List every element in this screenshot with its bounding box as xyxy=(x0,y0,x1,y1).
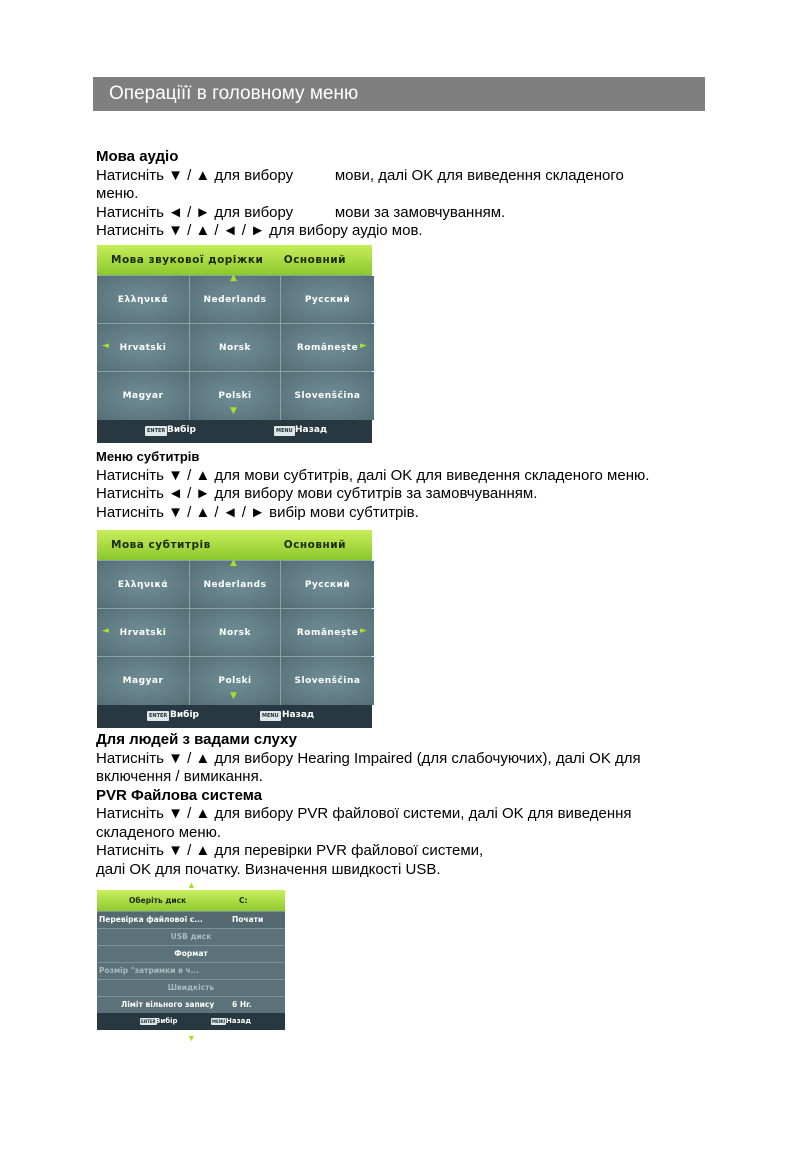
subtitle-menu-title: Мова субтитрів xyxy=(111,539,211,551)
subtitle-language-option[interactable]: Slovenščina xyxy=(281,657,374,705)
audio-heading: Мова аудіо xyxy=(96,148,179,165)
up-arrow-icon: ▲ xyxy=(187,880,196,890)
back-label: Назад xyxy=(295,425,328,435)
left-arrow-icon: ◄ xyxy=(102,341,109,351)
down-arrow-icon: ▼ xyxy=(187,1033,196,1043)
pvr-usb-disk-row[interactable] xyxy=(97,928,285,945)
pvr-row-label: Перевірка файлової с... xyxy=(99,915,203,924)
subtitle-language-option[interactable]: Polski xyxy=(190,657,280,705)
audio-language-option[interactable]: Norsk xyxy=(190,324,280,371)
subtitle-language-option[interactable]: Hrvatski xyxy=(97,609,189,656)
audio-language-option[interactable]: Românește xyxy=(281,324,374,371)
subtitle-menu-text xyxy=(96,448,716,522)
menu-key-icon: MENU xyxy=(212,1019,226,1024)
back-label: Назад xyxy=(282,710,315,720)
audio-language-option[interactable]: Ελληνικά xyxy=(97,276,189,323)
audio-menu-footer xyxy=(97,420,372,443)
pvr-row-value: Почати xyxy=(232,915,264,924)
subtitle-line-1: Натисніть ▼ / ▲ для мови субтитрів, далі OK для виведення складеного меню. xyxy=(96,466,650,484)
pvr-row-label: Формат xyxy=(174,949,208,958)
select-label: Вибір xyxy=(170,710,199,720)
right-arrow-icon: ► xyxy=(360,341,367,351)
audio-language-grid xyxy=(97,275,372,420)
pvr-line-4: далі OK для початку. Визначення швидкості USB. xyxy=(96,860,441,878)
pvr-row-label: USB диск xyxy=(170,932,212,941)
pvr-row-value: 6 Hr. xyxy=(232,1000,252,1009)
select-label: Вибір xyxy=(167,425,196,435)
subtitle-language-menu xyxy=(97,530,372,728)
back-label: Назад xyxy=(226,1017,252,1025)
hearing-pvr-text xyxy=(96,731,716,879)
subtitle-language-option[interactable]: Ελληνικά xyxy=(97,561,189,608)
pvr-file-system-menu xyxy=(97,890,285,1030)
right-arrow-icon: ► xyxy=(360,626,367,636)
pvr-line-1: Натисніть ▼ / ▲ для вибору PVR файлової системи, далі OK для виведення xyxy=(96,805,632,822)
pvr-row-label: Швидкість xyxy=(167,983,215,992)
audio-line-2: меню. xyxy=(96,185,139,202)
pvr-line-2: складеного меню. xyxy=(96,823,222,841)
down-arrow-icon: ▼ xyxy=(230,691,237,701)
section-header-bar xyxy=(93,77,705,111)
audio-line-1: Натисніть ▼ / ▲ для вибору мови, далі OK для виведення складеного xyxy=(96,166,624,184)
hearing-line-2: включення / вимикання. xyxy=(96,768,263,785)
subtitle-language-grid xyxy=(97,560,372,705)
audio-language-option[interactable]: Magyar xyxy=(97,372,189,420)
audio-line-3: Натисніть ◄ / ► для вибору мови за замовчуванням. xyxy=(96,203,506,221)
subtitle-language-option[interactable]: Românește xyxy=(281,609,374,656)
audio-language-option[interactable]: Polski xyxy=(190,372,280,420)
subtitle-language-option[interactable]: Русский xyxy=(281,561,374,608)
pvr-check-file-system-row[interactable] xyxy=(97,911,285,928)
pvr-format-row[interactable] xyxy=(97,945,285,962)
subtitle-language-option[interactable]: Norsk xyxy=(190,609,280,656)
section-title: Операціїї в головному меню xyxy=(109,83,359,104)
enter-key-icon: ENTER xyxy=(141,1019,156,1024)
subtitle-menu-mode: Основний xyxy=(283,539,346,551)
subtitle-heading: Меню субтитрів xyxy=(96,449,200,464)
down-arrow-icon: ▼ xyxy=(230,406,237,416)
pvr-free-record-limit-row[interactable] xyxy=(97,996,285,1013)
up-arrow-icon: ▲ xyxy=(230,273,237,283)
pvr-speed-row[interactable] xyxy=(97,979,285,996)
pvr-row-label: Ліміт вільного запису xyxy=(121,1000,215,1009)
audio-menu-title: Мова звукової доріжки xyxy=(111,254,264,266)
audio-language-option[interactable]: Hrvatski xyxy=(97,324,189,371)
select-label: Вибір xyxy=(155,1017,178,1025)
subtitle-menu-title-bar xyxy=(97,530,372,560)
subtitle-line-3: Натисніть ▼ / ▲ / ◄ / ► вибір мови субтитрів. xyxy=(96,503,419,521)
audio-language-option[interactable]: Русский xyxy=(281,276,374,323)
pvr-disk-value[interactable]: C: xyxy=(239,896,248,905)
audio-menu-title-bar xyxy=(97,245,372,275)
audio-menu-mode: Основний xyxy=(283,254,346,266)
enter-key-icon: ENTER xyxy=(149,713,168,719)
subtitle-line-2: Натисніть ◄ / ► для вибору мови субтитрів за замовчуванням. xyxy=(96,485,538,502)
audio-language-text xyxy=(96,148,716,241)
audio-language-menu xyxy=(97,245,372,443)
menu-key-icon: MENU xyxy=(276,428,293,434)
pvr-menu-title: Оберіть диск xyxy=(129,896,187,905)
up-arrow-icon: ▲ xyxy=(230,558,237,568)
subtitle-language-option[interactable]: Nederlands xyxy=(190,561,280,608)
subtitle-language-option[interactable]: Magyar xyxy=(97,657,189,705)
pvr-menu-title-bar xyxy=(97,890,285,911)
hearing-heading: Для людей з вадами слуху xyxy=(96,731,297,748)
hearing-line-1: Натисніть ▼ / ▲ для вибору Hearing Impaired (для слабочуючих), далі OK для xyxy=(96,749,641,767)
audio-language-option[interactable]: Nederlands xyxy=(190,276,280,323)
audio-language-option[interactable]: Slovenščina xyxy=(281,372,374,420)
pvr-line-3: Натисніть ▼ / ▲ для перевірки PVR файлової системи, xyxy=(96,842,484,859)
subtitle-menu-footer xyxy=(97,705,372,728)
pvr-row-label: Розмір "затримки в ч... xyxy=(99,966,200,975)
menu-key-icon: MENU xyxy=(262,713,279,719)
audio-line-4: Натисніть ▼ / ▲ / ◄ / ► для вибору аудіо мов. xyxy=(96,222,423,239)
pvr-heading: PVR Файлова система xyxy=(96,786,263,804)
pvr-timeshift-size-row[interactable] xyxy=(97,962,285,979)
pvr-menu-footer xyxy=(97,1013,285,1030)
enter-key-icon: ENTER xyxy=(147,428,166,434)
left-arrow-icon: ◄ xyxy=(102,626,109,636)
